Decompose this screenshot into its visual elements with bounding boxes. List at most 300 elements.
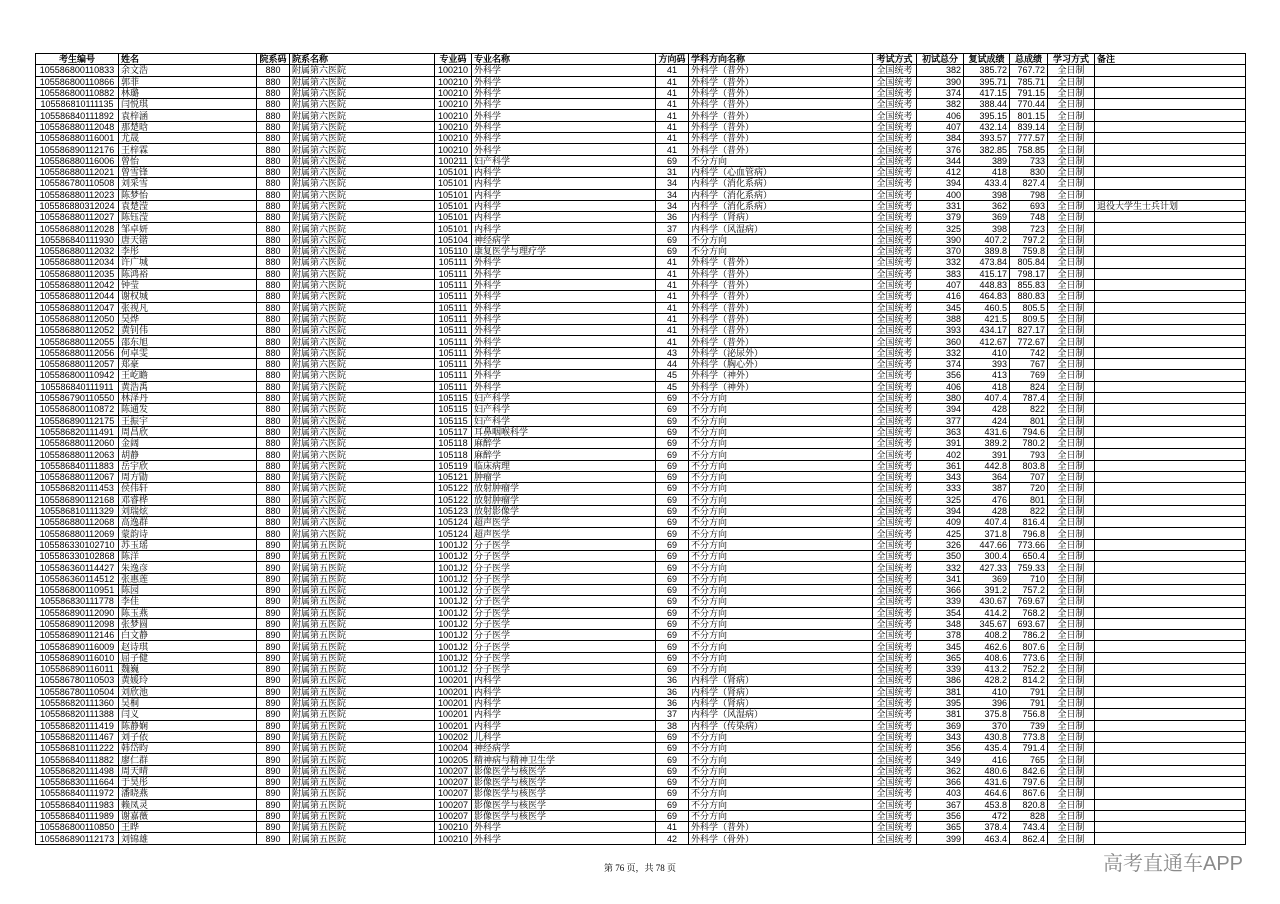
cell-dept-code: 890: [257, 607, 290, 618]
cell-candidate-id: 105586780110508: [36, 178, 119, 189]
cell-candidate-id: 105586800110850: [36, 822, 119, 833]
cell-retest-score: 433.4: [964, 178, 1010, 189]
cell-study-mode: 全日制: [1048, 438, 1095, 449]
cell-remarks: [1095, 743, 1246, 754]
table-row: [36, 788, 1246, 799]
cell-major-name: 影像医学与核医学: [472, 810, 656, 821]
cell-prelim-score: 367: [917, 799, 964, 810]
cell-dept-name: 附属第五医院: [290, 833, 435, 844]
cell-study-mode: 全日制: [1048, 675, 1095, 686]
cell-prelim-score: 381: [917, 709, 964, 720]
header-dept-name: 院系名称: [290, 54, 435, 65]
header-exam-type: 考试方式: [873, 54, 917, 65]
cell-dept-name: 附属第六医院: [290, 392, 435, 403]
cell-study-mode: 全日制: [1048, 765, 1095, 776]
cell-candidate-id: 105586820111498: [36, 765, 119, 776]
cell-exam-type: 全国统考: [873, 359, 917, 370]
table-row: [36, 200, 1246, 211]
table-row: [36, 336, 1246, 347]
cell-total-score: 769.67: [1010, 596, 1048, 607]
cell-major-name: 精神病与精神卫生学: [472, 754, 656, 765]
cell-remarks: [1095, 664, 1246, 675]
cell-remarks: [1095, 392, 1246, 403]
cell-dept-name: 附属第六医院: [290, 223, 435, 234]
cell-candidate-id: 105586840111911: [36, 381, 119, 392]
cell-name: 张梦圆: [119, 618, 257, 629]
cell-major-name: 外科学: [472, 76, 656, 87]
cell-study-mode: 全日制: [1048, 731, 1095, 742]
cell-name: 周天晴: [119, 765, 257, 776]
cell-prelim-score: 382: [917, 65, 964, 76]
cell-total-score: 693.67: [1010, 618, 1048, 629]
cell-retest-score: 362: [964, 200, 1010, 211]
cell-dept-name: 附属第五医院: [290, 765, 435, 776]
cell-dept-name: 附属第六医院: [290, 528, 435, 539]
cell-study-mode: 全日制: [1048, 584, 1095, 595]
cell-prelim-score: 394: [917, 404, 964, 415]
cell-major-code: 1001J2: [435, 664, 472, 675]
cell-dept-code: 880: [257, 449, 290, 460]
cell-direction-code: 69: [656, 641, 689, 652]
cell-major-name: 分子医学: [472, 630, 656, 641]
cell-exam-type: 全国统考: [873, 291, 917, 302]
cell-candidate-id: 105586880112068: [36, 517, 119, 528]
cell-prelim-score: 416: [917, 291, 964, 302]
cell-major-name: 妇产科学: [472, 415, 656, 426]
cell-dept-name: 附属第五医院: [290, 697, 435, 708]
cell-prelim-score: 394: [917, 505, 964, 516]
cell-direction-code: 69: [656, 584, 689, 595]
cell-exam-type: 全国统考: [873, 777, 917, 788]
cell-exam-type: 全国统考: [873, 268, 917, 279]
cell-remarks: [1095, 246, 1246, 257]
cell-dept-name: 附属第六医院: [290, 110, 435, 121]
cell-direction-name: 不分方向: [689, 618, 873, 629]
cell-total-score: 767: [1010, 359, 1048, 370]
cell-prelim-score: 382: [917, 99, 964, 110]
cell-dept-name: 附属第五医院: [290, 584, 435, 595]
cell-major-name: 分子医学: [472, 562, 656, 573]
cell-total-score: 770.44: [1010, 99, 1048, 110]
cell-major-code: 100205: [435, 754, 472, 765]
cell-major-code: 105111: [435, 336, 472, 347]
cell-candidate-id: 105586820111453: [36, 483, 119, 494]
cell-remarks: 退役大学生士兵计划: [1095, 200, 1246, 211]
cell-candidate-id: 105586890112098: [36, 618, 119, 629]
cell-retest-score: 453.8: [964, 799, 1010, 810]
cell-exam-type: 全国统考: [873, 822, 917, 833]
cell-exam-type: 全国统考: [873, 178, 917, 189]
cell-major-code: 100201: [435, 709, 472, 720]
cell-retest-score: 480.6: [964, 765, 1010, 776]
cell-dept-name: 附属第五医院: [290, 709, 435, 720]
table-row: [36, 212, 1246, 223]
cell-major-code: 105101: [435, 166, 472, 177]
cell-total-score: 867.6: [1010, 788, 1048, 799]
cell-exam-type: 全国统考: [873, 110, 917, 121]
cell-name: 曾怡: [119, 155, 257, 166]
cell-major-name: 放射肿瘤学: [472, 483, 656, 494]
table-row: [36, 517, 1246, 528]
cell-dept-name: 附属第五医院: [290, 777, 435, 788]
cell-dept-name: 附属第六医院: [290, 246, 435, 257]
cell-dept-code: 880: [257, 246, 290, 257]
cell-retest-score: 432.14: [964, 121, 1010, 132]
cell-study-mode: 全日制: [1048, 596, 1095, 607]
cell-candidate-id: 105586880112060: [36, 438, 119, 449]
cell-major-code: 100210: [435, 822, 472, 833]
cell-direction-name: 不分方向: [689, 494, 873, 505]
cell-remarks: [1095, 833, 1246, 844]
cell-dept-name: 附属第六医院: [290, 268, 435, 279]
cell-prelim-score: 402: [917, 449, 964, 460]
cell-retest-score: 415.17: [964, 268, 1010, 279]
cell-dept-name: 附属第五医院: [290, 539, 435, 550]
table-row: [36, 822, 1246, 833]
cell-study-mode: 全日制: [1048, 144, 1095, 155]
cell-dept-name: 附属第六医院: [290, 133, 435, 144]
cell-dept-code: 890: [257, 777, 290, 788]
cell-candidate-id: 105586810111135: [36, 99, 119, 110]
cell-major-code: 105111: [435, 257, 472, 268]
cell-dept-code: 880: [257, 200, 290, 211]
header-retest-score: 复试成绩: [964, 54, 1010, 65]
cell-dept-name: 附属第六医院: [290, 381, 435, 392]
cell-dept-name: 附属第五医院: [290, 754, 435, 765]
cell-study-mode: 全日制: [1048, 392, 1095, 403]
cell-dept-code: 880: [257, 155, 290, 166]
cell-direction-name: 不分方向: [689, 731, 873, 742]
cell-retest-score: 398: [964, 223, 1010, 234]
cell-dept-code: 880: [257, 189, 290, 200]
cell-prelim-score: 394: [917, 178, 964, 189]
cell-direction-code: 41: [656, 325, 689, 336]
cell-direction-name: 外科学（普外）: [689, 302, 873, 313]
cell-prelim-score: 360: [917, 336, 964, 347]
cell-prelim-score: 395: [917, 697, 964, 708]
cell-total-score: 880.83: [1010, 291, 1048, 302]
cell-total-score: 862.4: [1010, 833, 1048, 844]
cell-major-name: 内科学: [472, 212, 656, 223]
cell-major-code: 100207: [435, 788, 472, 799]
cell-remarks: [1095, 788, 1246, 799]
table-row: [36, 313, 1246, 324]
cell-name: 赖凤灵: [119, 799, 257, 810]
cell-exam-type: 全国统考: [873, 200, 917, 211]
table-row: [36, 178, 1246, 189]
cell-major-name: 外科学: [472, 99, 656, 110]
cell-remarks: [1095, 505, 1246, 516]
cell-remarks: [1095, 697, 1246, 708]
cell-study-mode: 全日制: [1048, 325, 1095, 336]
cell-prelim-score: 366: [917, 584, 964, 595]
cell-study-mode: 全日制: [1048, 799, 1095, 810]
cell-prelim-score: 406: [917, 110, 964, 121]
cell-major-name: 神经病学: [472, 743, 656, 754]
cell-dept-name: 附属第五医院: [290, 810, 435, 821]
cell-retest-score: 382.85: [964, 144, 1010, 155]
cell-study-mode: 全日制: [1048, 471, 1095, 482]
cell-dept-code: 880: [257, 268, 290, 279]
cell-prelim-score: 326: [917, 539, 964, 550]
cell-exam-type: 全国统考: [873, 494, 917, 505]
table-row: [36, 87, 1246, 98]
cell-major-name: 分子医学: [472, 596, 656, 607]
cell-remarks: [1095, 799, 1246, 810]
cell-total-score: 805.5: [1010, 302, 1048, 313]
cell-prelim-score: 332: [917, 562, 964, 573]
cell-total-score: 855.83: [1010, 279, 1048, 290]
header-prelim-score: 初试总分: [917, 54, 964, 65]
cell-name: 王振宇: [119, 415, 257, 426]
cell-major-name: 影像医学与核医学: [472, 777, 656, 788]
cell-retest-score: 388.44: [964, 99, 1010, 110]
cell-remarks: [1095, 517, 1246, 528]
cell-study-mode: 全日制: [1048, 810, 1095, 821]
cell-total-score: 793: [1010, 449, 1048, 460]
cell-total-score: 767.72: [1010, 65, 1048, 76]
cell-remarks: [1095, 133, 1246, 144]
cell-major-name: 临床病理: [472, 460, 656, 471]
cell-direction-code: 41: [656, 87, 689, 98]
cell-name: 陈通发: [119, 404, 257, 415]
cell-exam-type: 全国统考: [873, 471, 917, 482]
cell-exam-type: 全国统考: [873, 325, 917, 336]
cell-exam-type: 全国统考: [873, 607, 917, 618]
cell-study-mode: 全日制: [1048, 291, 1095, 302]
cell-direction-code: 41: [656, 99, 689, 110]
cell-dept-code: 890: [257, 743, 290, 754]
cell-direction-code: 69: [656, 810, 689, 821]
cell-major-code: 105111: [435, 302, 472, 313]
cell-dept-code: 890: [257, 765, 290, 776]
cell-remarks: [1095, 494, 1246, 505]
cell-major-name: 耳鼻咽喉科学: [472, 426, 656, 437]
cell-total-score: 742: [1010, 347, 1048, 358]
cell-dept-code: 880: [257, 517, 290, 528]
cell-name: 刘瑞炫: [119, 505, 257, 516]
cell-direction-code: 45: [656, 381, 689, 392]
cell-study-mode: 全日制: [1048, 494, 1095, 505]
cell-dept-code: 880: [257, 336, 290, 347]
table-row: [36, 392, 1246, 403]
cell-total-score: 785.71: [1010, 76, 1048, 87]
cell-dept-code: 890: [257, 799, 290, 810]
cell-direction-code: 69: [656, 777, 689, 788]
cell-major-code: 105118: [435, 449, 472, 460]
cell-retest-score: 428.2: [964, 675, 1010, 686]
cell-candidate-id: 105586880116006: [36, 155, 119, 166]
cell-direction-code: 69: [656, 246, 689, 257]
cell-prelim-score: 366: [917, 777, 964, 788]
cell-exam-type: 全国统考: [873, 65, 917, 76]
cell-major-code: 105101: [435, 212, 472, 223]
cell-direction-name: 内科学（心血管病）: [689, 166, 873, 177]
table-row: [36, 223, 1246, 234]
cell-study-mode: 全日制: [1048, 618, 1095, 629]
cell-prelim-score: 363: [917, 426, 964, 437]
cell-retest-score: 428: [964, 505, 1010, 516]
cell-retest-score: 427.33: [964, 562, 1010, 573]
cell-major-name: 内科学: [472, 223, 656, 234]
cell-remarks: [1095, 76, 1246, 87]
cell-dept-name: 附属第五医院: [290, 675, 435, 686]
cell-major-code: 100210: [435, 76, 472, 87]
cell-study-mode: 全日制: [1048, 359, 1095, 370]
cell-direction-name: 外科学（普外）: [689, 257, 873, 268]
cell-dept-name: 附属第六医院: [290, 438, 435, 449]
table-row: [36, 799, 1246, 810]
cell-exam-type: 全国统考: [873, 731, 917, 742]
cell-direction-code: 69: [656, 539, 689, 550]
table-row: [36, 166, 1246, 177]
cell-dept-code: 880: [257, 291, 290, 302]
cell-prelim-score: 384: [917, 133, 964, 144]
cell-retest-score: 430.8: [964, 731, 1010, 742]
cell-retest-score: 378.4: [964, 822, 1010, 833]
cell-direction-name: 不分方向: [689, 404, 873, 415]
cell-major-code: 105101: [435, 189, 472, 200]
cell-direction-name: 不分方向: [689, 664, 873, 675]
cell-retest-score: 375.8: [964, 709, 1010, 720]
table-row: [36, 279, 1246, 290]
cell-major-name: 外科学: [472, 302, 656, 313]
cell-retest-score: 369: [964, 573, 1010, 584]
cell-major-name: 外科学: [472, 144, 656, 155]
cell-major-name: 影像医学与核医学: [472, 788, 656, 799]
cell-major-code: 1001J2: [435, 584, 472, 595]
cell-major-code: 105123: [435, 505, 472, 516]
cell-retest-score: 413: [964, 370, 1010, 381]
cell-candidate-id: 105586820111467: [36, 731, 119, 742]
cell-major-code: 105124: [435, 528, 472, 539]
cell-direction-code: 37: [656, 223, 689, 234]
cell-name: 陈园: [119, 584, 257, 595]
cell-direction-name: 内科学（风湿病）: [689, 223, 873, 234]
table-row: [36, 641, 1246, 652]
cell-dept-code: 890: [257, 709, 290, 720]
header-remarks: 备注: [1095, 54, 1246, 65]
cell-remarks: [1095, 483, 1246, 494]
cell-direction-name: 不分方向: [689, 505, 873, 516]
cell-major-code: 100210: [435, 99, 472, 110]
cell-major-name: 外科学: [472, 313, 656, 324]
cell-major-code: 105111: [435, 325, 472, 336]
cell-exam-type: 全国统考: [873, 709, 917, 720]
table-row: [36, 483, 1246, 494]
table-row: [36, 539, 1246, 550]
cell-direction-code: 69: [656, 562, 689, 573]
cell-total-score: 842.6: [1010, 765, 1048, 776]
cell-exam-type: 全国统考: [873, 539, 917, 550]
cell-total-score: 693: [1010, 200, 1048, 211]
cell-direction-name: 不分方向: [689, 539, 873, 550]
cell-candidate-id: 105586880112056: [36, 347, 119, 358]
cell-name: 唐天锴: [119, 234, 257, 245]
cell-prelim-score: 407: [917, 121, 964, 132]
cell-study-mode: 全日制: [1048, 234, 1095, 245]
cell-major-code: 105124: [435, 517, 472, 528]
cell-direction-name: 不分方向: [689, 460, 873, 471]
cell-name: 王晔: [119, 822, 257, 833]
cell-candidate-id: 105586830111778: [36, 596, 119, 607]
cell-name: 周方勖: [119, 471, 257, 482]
cell-exam-type: 全国统考: [873, 788, 917, 799]
cell-study-mode: 全日制: [1048, 189, 1095, 200]
cell-remarks: [1095, 810, 1246, 821]
table-row: [36, 325, 1246, 336]
cell-name: 于昊彤: [119, 777, 257, 788]
cell-direction-name: 不分方向: [689, 483, 873, 494]
cell-dept-code: 880: [257, 257, 290, 268]
cell-direction-name: 不分方向: [689, 517, 873, 528]
cell-dept-name: 附属第五医院: [290, 822, 435, 833]
cell-total-score: 797.2: [1010, 234, 1048, 245]
cell-remarks: [1095, 155, 1246, 166]
cell-prelim-score: 380: [917, 392, 964, 403]
table-row: [36, 449, 1246, 460]
cell-retest-score: 364: [964, 471, 1010, 482]
cell-direction-name: 不分方向: [689, 438, 873, 449]
cell-dept-code: 890: [257, 697, 290, 708]
cell-name: 谢权城: [119, 291, 257, 302]
cell-candidate-id: 105586890112175: [36, 415, 119, 426]
cell-exam-type: 全国统考: [873, 415, 917, 426]
cell-exam-type: 全国统考: [873, 720, 917, 731]
cell-name: 金阔: [119, 438, 257, 449]
cell-dept-code: 880: [257, 121, 290, 132]
cell-retest-score: 393: [964, 359, 1010, 370]
cell-exam-type: 全国统考: [873, 641, 917, 652]
cell-major-code: 1001J2: [435, 562, 472, 573]
cell-direction-name: 不分方向: [689, 551, 873, 562]
cell-dept-code: 880: [257, 415, 290, 426]
cell-direction-name: 不分方向: [689, 573, 873, 584]
table-header-row: [36, 54, 1246, 65]
cell-major-name: 分子医学: [472, 664, 656, 675]
cell-major-name: 分子医学: [472, 573, 656, 584]
cell-study-mode: 全日制: [1048, 279, 1095, 290]
cell-direction-name: 不分方向: [689, 562, 873, 573]
cell-total-score: 822: [1010, 404, 1048, 415]
cell-direction-code: 69: [656, 483, 689, 494]
cell-dept-code: 880: [257, 279, 290, 290]
cell-dept-name: 附属第六医院: [290, 121, 435, 132]
header-direction-name: 学科方向名称: [689, 54, 873, 65]
cell-dept-code: 880: [257, 471, 290, 482]
cell-candidate-id: 105586880112027: [36, 212, 119, 223]
table-row: [36, 404, 1246, 415]
cell-major-code: 1001J2: [435, 630, 472, 641]
cell-direction-code: 36: [656, 686, 689, 697]
table-row: [36, 697, 1246, 708]
cell-direction-code: 69: [656, 528, 689, 539]
cell-dept-name: 附属第六医院: [290, 65, 435, 76]
cell-major-code: 105122: [435, 494, 472, 505]
cell-exam-type: 全国统考: [873, 562, 917, 573]
cell-major-name: 外科学: [472, 133, 656, 144]
cell-remarks: [1095, 618, 1246, 629]
cell-major-code: 105119: [435, 460, 472, 471]
cell-retest-score: 442.8: [964, 460, 1010, 471]
cell-direction-code: 69: [656, 743, 689, 754]
table-row: [36, 426, 1246, 437]
cell-name: 侯伟轩: [119, 483, 257, 494]
cell-direction-name: 内科学（肾病）: [689, 675, 873, 686]
cell-direction-name: 外科学（普外）: [689, 822, 873, 833]
cell-direction-code: 69: [656, 596, 689, 607]
cell-name: 朱逸彦: [119, 562, 257, 573]
